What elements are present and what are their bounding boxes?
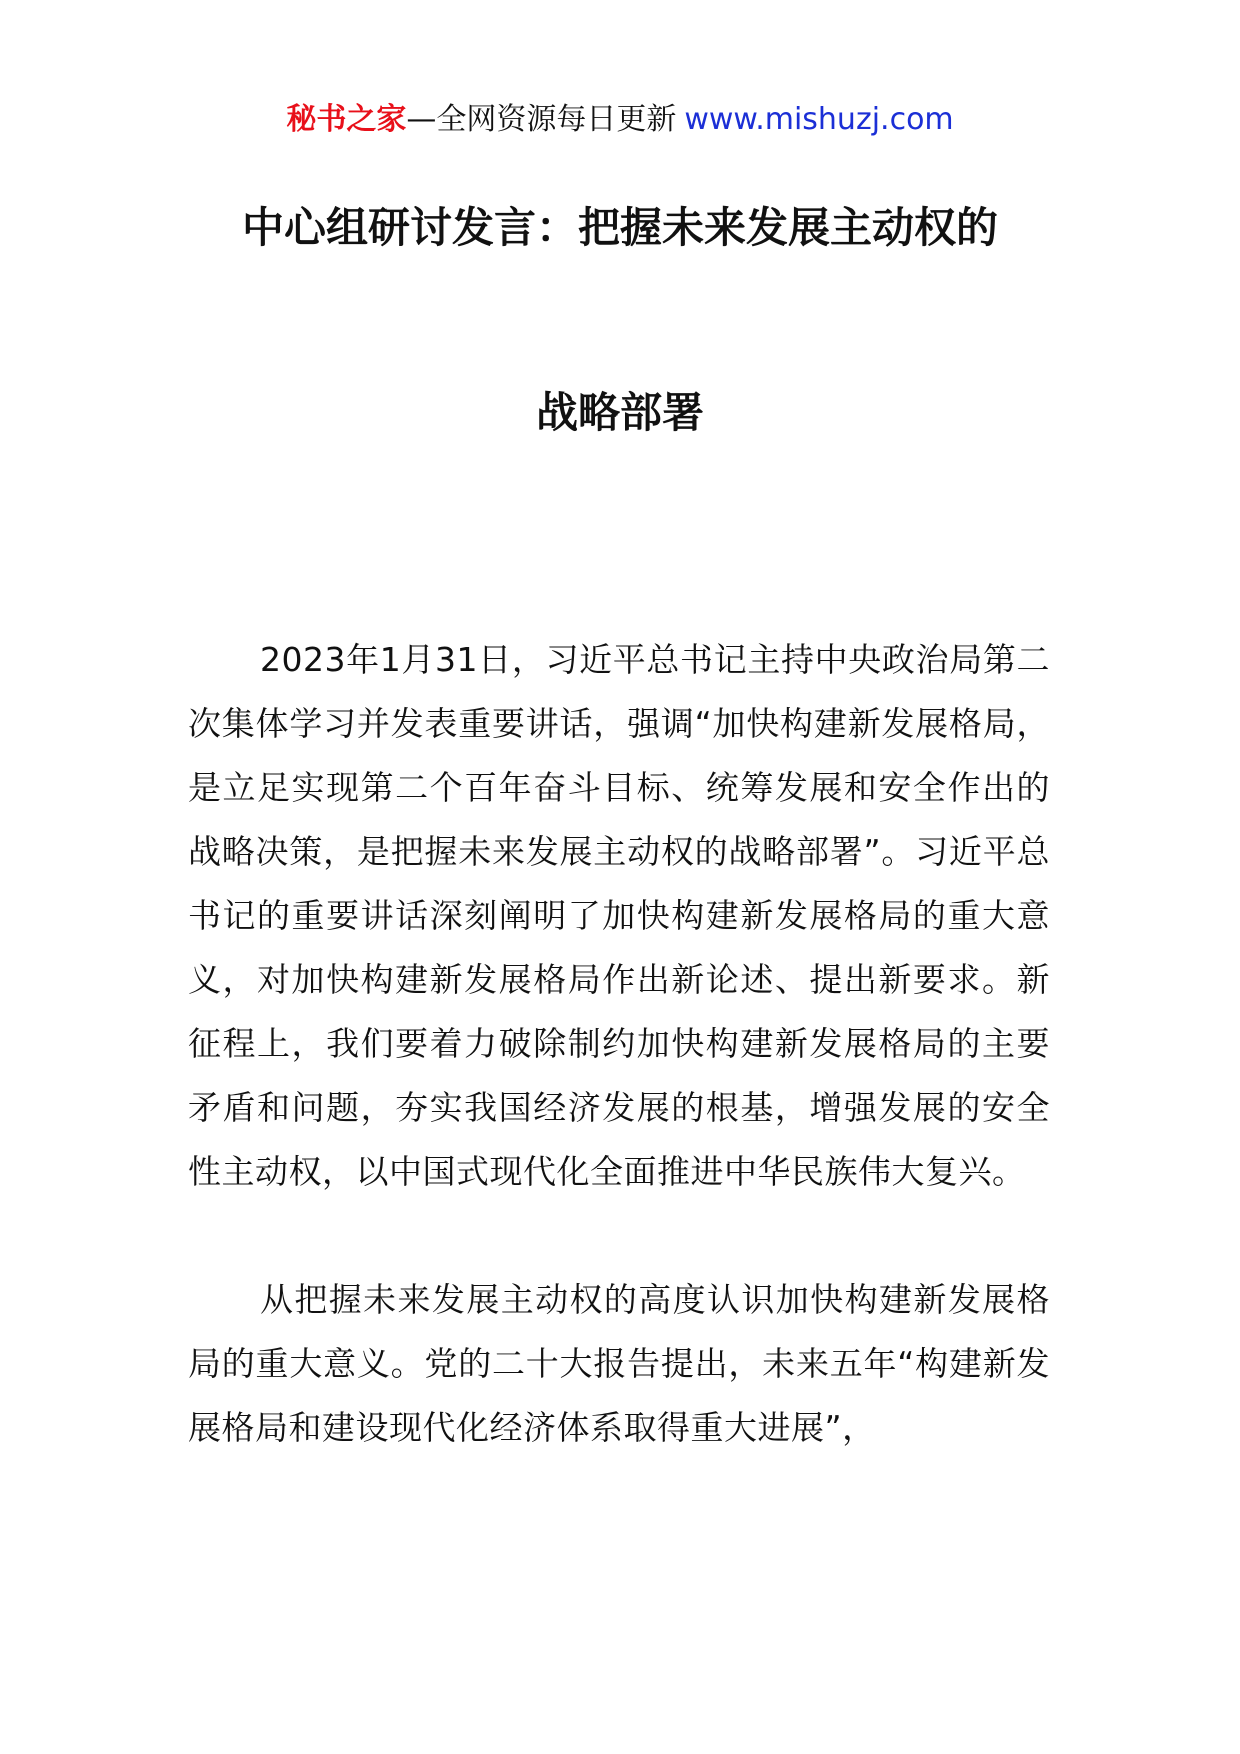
article-body bbox=[188, 628, 1050, 1460]
site-url-link[interactable]: www.mishuzj.com bbox=[684, 102, 954, 137]
header-tagline: —全网资源每日更新 bbox=[406, 102, 677, 137]
document-title-line-1: 中心组研讨发言：把握未来发展主动权的 bbox=[241, 203, 998, 252]
body-paragraph-1: 2023年1月31日，习近平总书记主持中央政治局第二次集体学习并发表重要讲话，强调“加快构建新发展格局，是立足实现第二个百年奋斗目标、统筹发展和安全作出的战略决策，是把握未来发展主动权的战略部署”。习近平总书记的重要讲话深刻阐明了加快构建新发展格局的重大意义，对加快构建新发展格局作出新论述、提出新要求。新征程上，我们要着力破除制约加快构建新发展格局的主要矛盾和问题，夯实我国经济发展的根基，增强发展的安全性主动权，以中国式现代化全面推进中华民族伟大复兴。 bbox=[188, 640, 1050, 1191]
brand-name: 秘书之家 bbox=[286, 102, 407, 137]
document-title-line-2: 战略部署 bbox=[535, 388, 704, 437]
body-paragraph-2: 从把握未来发展主动权的高度认识加快构建新发展格局的重大意义。党的二十大报告提出，未来五年“构建新发展格局和建设现代化经济体系取得重大进展”， bbox=[188, 1280, 1050, 1447]
site-header bbox=[0, 100, 1240, 140]
